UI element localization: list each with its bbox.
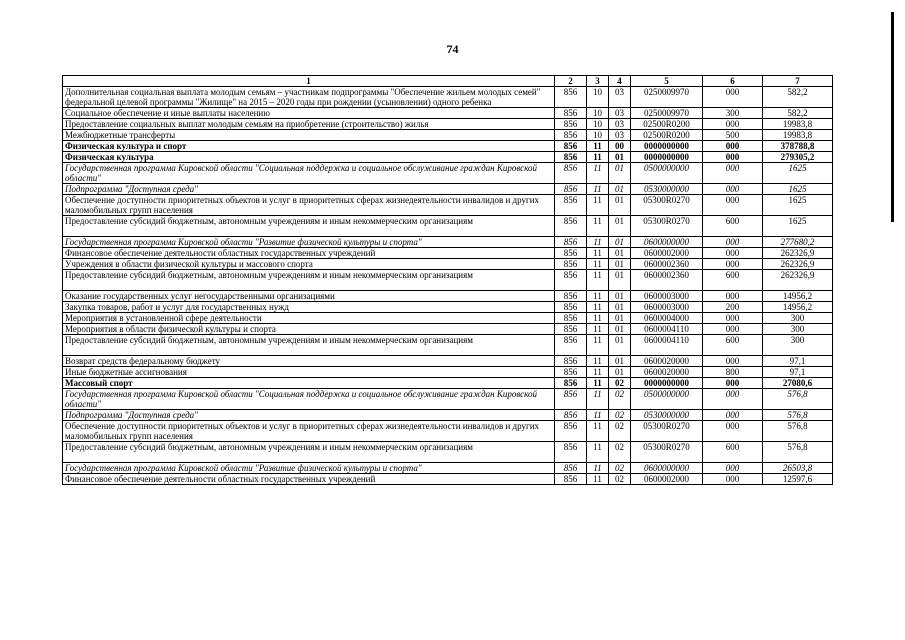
row-expense-type-cell: 000 bbox=[703, 119, 763, 130]
row-subsection-cell: 01 bbox=[609, 248, 631, 259]
row-name-cell: Массовый спорт bbox=[63, 378, 555, 389]
row-target-article-cell: 0600002360 bbox=[631, 270, 703, 291]
table-row bbox=[63, 270, 833, 291]
row-amount-cell: 279305,2 bbox=[763, 152, 833, 163]
row-name-cell: Мероприятия в установленной сфере деятельности bbox=[63, 313, 555, 324]
row-name-cell: Иные бюджетные ассигнования bbox=[63, 367, 555, 378]
row-target-article-cell: 05300R0270 bbox=[631, 216, 703, 237]
row-target-article-cell: 0600002000 bbox=[631, 474, 703, 485]
row-ministry-code-cell: 856 bbox=[555, 389, 587, 410]
row-amount-cell: 576,8 bbox=[763, 389, 833, 410]
row-subsection-cell: 01 bbox=[609, 324, 631, 335]
row-section-cell: 11 bbox=[587, 291, 609, 302]
row-amount-cell: 19983,8 bbox=[763, 119, 833, 130]
row-amount-cell: 378788,8 bbox=[763, 141, 833, 152]
row-ministry-code-cell: 856 bbox=[555, 87, 587, 108]
row-section-cell: 11 bbox=[587, 356, 609, 367]
table-header-row bbox=[63, 76, 833, 87]
row-name-cell: Предоставление субсидий бюджетным, автономным учреждениям и иным некоммерческим организациям bbox=[63, 335, 555, 356]
row-subsection-cell: 01 bbox=[609, 163, 631, 184]
row-expense-type-cell: 000 bbox=[703, 195, 763, 216]
row-expense-type-cell: 000 bbox=[703, 474, 763, 485]
row-section-cell: 11 bbox=[587, 421, 609, 442]
row-expense-type-cell: 800 bbox=[703, 367, 763, 378]
row-amount-cell: 26503,8 bbox=[763, 463, 833, 474]
row-ministry-code-cell: 856 bbox=[555, 302, 587, 313]
row-section-cell: 10 bbox=[587, 87, 609, 108]
row-amount-cell: 27080,6 bbox=[763, 378, 833, 389]
row-name-cell: Обеспечение доступности приоритетных объектов и услуг в приоритетных сферах жизнедеятельности инвалидов и других маломобильных групп населения bbox=[63, 421, 555, 442]
row-subsection-cell: 02 bbox=[609, 463, 631, 474]
row-expense-type-cell: 600 bbox=[703, 335, 763, 356]
row-name-cell: Предоставление социальных выплат молодым семьям на приобретение (строительство) жилья bbox=[63, 119, 555, 130]
row-subsection-cell: 01 bbox=[609, 313, 631, 324]
row-amount-cell: 1625 bbox=[763, 184, 833, 195]
row-target-article-cell: 05300R0270 bbox=[631, 195, 703, 216]
row-expense-type-cell: 000 bbox=[703, 463, 763, 474]
row-amount-cell: 300 bbox=[763, 335, 833, 356]
row-name-cell: Физическая культура bbox=[63, 152, 555, 163]
row-target-article-cell: 0000000000 bbox=[631, 141, 703, 152]
row-expense-type-cell: 000 bbox=[703, 378, 763, 389]
row-section-cell: 11 bbox=[587, 335, 609, 356]
row-ministry-code-cell: 856 bbox=[555, 313, 587, 324]
row-expense-type-cell: 600 bbox=[703, 270, 763, 291]
table-row bbox=[63, 442, 833, 463]
row-ministry-code-cell: 856 bbox=[555, 119, 587, 130]
table-row bbox=[63, 463, 833, 474]
row-subsection-cell: 01 bbox=[609, 195, 631, 216]
row-target-article-cell: 02500R0200 bbox=[631, 130, 703, 141]
row-target-article-cell: 0600020000 bbox=[631, 356, 703, 367]
row-subsection-cell: 01 bbox=[609, 335, 631, 356]
row-section-cell: 11 bbox=[587, 367, 609, 378]
table-row bbox=[63, 152, 833, 163]
row-ministry-code-cell: 856 bbox=[555, 324, 587, 335]
row-amount-cell: 262326,9 bbox=[763, 270, 833, 291]
row-ministry-code-cell: 856 bbox=[555, 152, 587, 163]
row-ministry-code-cell: 856 bbox=[555, 463, 587, 474]
page-number: 74 bbox=[446, 42, 459, 56]
row-name-cell: Дополнительная социальная выплата молодым семьям – участникам подпрограммы "Обеспечение жильем молодых семей" федеральной целевой программы "Жилище" на 2015 – 2020 годы при рождении (усыновлении) одного ребенка bbox=[63, 87, 555, 108]
header-cell-5: 5 bbox=[631, 76, 703, 87]
row-amount-cell: 1625 bbox=[763, 195, 833, 216]
row-subsection-cell: 02 bbox=[609, 421, 631, 442]
row-subsection-cell: 00 bbox=[609, 141, 631, 152]
row-expense-type-cell: 000 bbox=[703, 313, 763, 324]
table-row bbox=[63, 291, 833, 302]
row-expense-type-cell: 000 bbox=[703, 410, 763, 421]
row-ministry-code-cell: 856 bbox=[555, 270, 587, 291]
row-ministry-code-cell: 856 bbox=[555, 216, 587, 237]
row-section-cell: 11 bbox=[587, 152, 609, 163]
table-row bbox=[63, 421, 833, 442]
table-row bbox=[63, 474, 833, 485]
row-target-article-cell: 0600002000 bbox=[631, 248, 703, 259]
row-ministry-code-cell: 856 bbox=[555, 195, 587, 216]
row-ministry-code-cell: 856 bbox=[555, 163, 587, 184]
row-section-cell: 11 bbox=[587, 184, 609, 195]
row-name-cell: Государственная программа Кировской области "Развитие физической культуры и спорта" bbox=[63, 463, 555, 474]
row-amount-cell: 1625 bbox=[763, 163, 833, 184]
row-subsection-cell: 03 bbox=[609, 108, 631, 119]
row-subsection-cell: 01 bbox=[609, 237, 631, 248]
table-row bbox=[63, 130, 833, 141]
row-name-cell: Государственная программа Кировской области "Социальная поддержка и социальное обслуживание граждан Кировской области" bbox=[63, 163, 555, 184]
row-section-cell: 11 bbox=[587, 163, 609, 184]
row-name-cell: Физическая культура и спорт bbox=[63, 141, 555, 152]
row-amount-cell: 97,1 bbox=[763, 367, 833, 378]
table-row bbox=[63, 356, 833, 367]
table-row bbox=[63, 259, 833, 270]
row-name-cell: Межбюджетные трансферты bbox=[63, 130, 555, 141]
row-expense-type-cell: 600 bbox=[703, 442, 763, 463]
row-subsection-cell: 01 bbox=[609, 291, 631, 302]
row-target-article-cell: 0500000000 bbox=[631, 389, 703, 410]
row-ministry-code-cell: 856 bbox=[555, 130, 587, 141]
row-subsection-cell: 02 bbox=[609, 378, 631, 389]
row-section-cell: 11 bbox=[587, 313, 609, 324]
row-name-cell: Закупка товаров, работ и услуг для государственных нужд bbox=[63, 302, 555, 313]
row-section-cell: 11 bbox=[587, 141, 609, 152]
row-target-article-cell: 05300R0270 bbox=[631, 421, 703, 442]
row-subsection-cell: 01 bbox=[609, 302, 631, 313]
row-target-article-cell: 0600004000 bbox=[631, 313, 703, 324]
table-row bbox=[63, 195, 833, 216]
row-section-cell: 11 bbox=[587, 237, 609, 248]
row-name-cell: Предоставление субсидий бюджетным, автономным учреждениям и иным некоммерческим организациям bbox=[63, 216, 555, 237]
row-ministry-code-cell: 856 bbox=[555, 335, 587, 356]
row-section-cell: 11 bbox=[587, 389, 609, 410]
row-amount-cell: 19983,8 bbox=[763, 130, 833, 141]
row-section-cell: 11 bbox=[587, 195, 609, 216]
table-row bbox=[63, 119, 833, 130]
row-target-article-cell: 0250009970 bbox=[631, 108, 703, 119]
row-ministry-code-cell: 856 bbox=[555, 367, 587, 378]
table-row bbox=[63, 378, 833, 389]
table-row bbox=[63, 248, 833, 259]
row-section-cell: 11 bbox=[587, 324, 609, 335]
row-section-cell: 11 bbox=[587, 216, 609, 237]
row-target-article-cell: 0600004110 bbox=[631, 324, 703, 335]
row-target-article-cell: 0600002360 bbox=[631, 259, 703, 270]
header-cell-1: 1 bbox=[63, 76, 555, 87]
row-expense-type-cell: 500 bbox=[703, 130, 763, 141]
row-target-article-cell: 02500R0200 bbox=[631, 119, 703, 130]
table-row bbox=[63, 302, 833, 313]
row-target-article-cell: 05300R0270 bbox=[631, 442, 703, 463]
row-amount-cell: 262326,9 bbox=[763, 248, 833, 259]
table-row bbox=[63, 108, 833, 119]
row-amount-cell: 576,8 bbox=[763, 410, 833, 421]
row-ministry-code-cell: 856 bbox=[555, 356, 587, 367]
row-subsection-cell: 01 bbox=[609, 356, 631, 367]
row-expense-type-cell: 000 bbox=[703, 163, 763, 184]
table-row bbox=[63, 87, 833, 108]
row-target-article-cell: 0000000000 bbox=[631, 378, 703, 389]
table-row bbox=[63, 335, 833, 356]
row-amount-cell: 262326,9 bbox=[763, 259, 833, 270]
row-target-article-cell: 0530000000 bbox=[631, 410, 703, 421]
row-expense-type-cell: 000 bbox=[703, 87, 763, 108]
row-subsection-cell: 02 bbox=[609, 442, 631, 463]
row-expense-type-cell: 300 bbox=[703, 108, 763, 119]
row-amount-cell: 97,1 bbox=[763, 356, 833, 367]
row-section-cell: 11 bbox=[587, 302, 609, 313]
row-subsection-cell: 02 bbox=[609, 474, 631, 485]
table-row bbox=[63, 324, 833, 335]
row-name-cell: Предоставление субсидий бюджетным, автономным учреждениям и иным некоммерческим организациям bbox=[63, 270, 555, 291]
row-amount-cell: 582,2 bbox=[763, 87, 833, 108]
row-name-cell: Предоставление субсидий бюджетным, автономным учреждениям и иным некоммерческим организациям bbox=[63, 442, 555, 463]
row-expense-type-cell: 000 bbox=[703, 421, 763, 442]
row-ministry-code-cell: 856 bbox=[555, 141, 587, 152]
header-cell-4: 4 bbox=[609, 76, 631, 87]
row-amount-cell: 300 bbox=[763, 313, 833, 324]
row-ministry-code-cell: 856 bbox=[555, 108, 587, 119]
row-section-cell: 11 bbox=[587, 410, 609, 421]
row-amount-cell: 1625 bbox=[763, 216, 833, 237]
row-subsection-cell: 01 bbox=[609, 367, 631, 378]
row-subsection-cell: 01 bbox=[609, 184, 631, 195]
row-target-article-cell: 0250009970 bbox=[631, 87, 703, 108]
row-section-cell: 11 bbox=[587, 463, 609, 474]
row-amount-cell: 12597,6 bbox=[763, 474, 833, 485]
row-section-cell: 11 bbox=[587, 248, 609, 259]
row-expense-type-cell: 000 bbox=[703, 141, 763, 152]
row-target-article-cell: 0600004110 bbox=[631, 335, 703, 356]
row-expense-type-cell: 000 bbox=[703, 237, 763, 248]
row-ministry-code-cell: 856 bbox=[555, 184, 587, 195]
margin-bar bbox=[891, 12, 894, 222]
row-target-article-cell: 0600020000 bbox=[631, 367, 703, 378]
header-cell-3: 3 bbox=[587, 76, 609, 87]
row-name-cell: Подпрограмма "Доступная среда" bbox=[63, 184, 555, 195]
row-subsection-cell: 03 bbox=[609, 119, 631, 130]
table-row bbox=[63, 163, 833, 184]
row-target-article-cell: 0600003000 bbox=[631, 302, 703, 313]
row-section-cell: 11 bbox=[587, 442, 609, 463]
table-row bbox=[63, 184, 833, 195]
row-section-cell: 11 bbox=[587, 259, 609, 270]
row-ministry-code-cell: 856 bbox=[555, 248, 587, 259]
row-target-article-cell: 0600000000 bbox=[631, 463, 703, 474]
row-name-cell: Обеспечение доступности приоритетных объектов и услуг в приоритетных сферах жизнедеятельности инвалидов и других маломобильных групп населения bbox=[63, 195, 555, 216]
row-subsection-cell: 01 bbox=[609, 216, 631, 237]
header-cell-7: 7 bbox=[763, 76, 833, 87]
row-ministry-code-cell: 856 bbox=[555, 378, 587, 389]
row-subsection-cell: 03 bbox=[609, 87, 631, 108]
table-row bbox=[63, 389, 833, 410]
row-subsection-cell: 03 bbox=[609, 130, 631, 141]
row-amount-cell: 576,8 bbox=[763, 421, 833, 442]
row-subsection-cell: 01 bbox=[609, 152, 631, 163]
row-ministry-code-cell: 856 bbox=[555, 421, 587, 442]
row-amount-cell: 576,8 bbox=[763, 442, 833, 463]
row-expense-type-cell: 000 bbox=[703, 152, 763, 163]
table-row bbox=[63, 410, 833, 421]
row-name-cell: Государственная программа Кировской области "Развитие физической культуры и спорта" bbox=[63, 237, 555, 248]
row-subsection-cell: 01 bbox=[609, 270, 631, 291]
row-name-cell: Финансовое обеспечение деятельности областных государственных учреждений bbox=[63, 248, 555, 259]
row-name-cell: Учреждения в области физической культуры и массового спорта bbox=[63, 259, 555, 270]
header-cell-6: 6 bbox=[703, 76, 763, 87]
table-row bbox=[63, 367, 833, 378]
row-section-cell: 10 bbox=[587, 130, 609, 141]
row-section-cell: 11 bbox=[587, 270, 609, 291]
row-section-cell: 10 bbox=[587, 108, 609, 119]
row-amount-cell: 582,2 bbox=[763, 108, 833, 119]
row-amount-cell: 14956,2 bbox=[763, 302, 833, 313]
row-target-article-cell: 0530000000 bbox=[631, 184, 703, 195]
row-name-cell: Государственная программа Кировской области "Социальная поддержка и социальное обслуживание граждан Кировской области" bbox=[63, 389, 555, 410]
row-section-cell: 11 bbox=[587, 474, 609, 485]
row-target-article-cell: 0600003000 bbox=[631, 291, 703, 302]
header-cell-2: 2 bbox=[555, 76, 587, 87]
row-expense-type-cell: 000 bbox=[703, 184, 763, 195]
row-expense-type-cell: 000 bbox=[703, 248, 763, 259]
row-ministry-code-cell: 856 bbox=[555, 410, 587, 421]
row-name-cell: Финансовое обеспечение деятельности областных государственных учреждений bbox=[63, 474, 555, 485]
row-name-cell: Подпрограмма "Доступная среда" bbox=[63, 410, 555, 421]
row-target-article-cell: 0500000000 bbox=[631, 163, 703, 184]
table-row bbox=[63, 216, 833, 237]
row-ministry-code-cell: 856 bbox=[555, 237, 587, 248]
row-name-cell: Мероприятия в области физической культуры и спорта bbox=[63, 324, 555, 335]
row-expense-type-cell: 000 bbox=[703, 324, 763, 335]
row-ministry-code-cell: 856 bbox=[555, 442, 587, 463]
row-name-cell: Оказание государственных услуг негосударственными организациями bbox=[63, 291, 555, 302]
budget-table bbox=[62, 75, 833, 485]
row-expense-type-cell: 000 bbox=[703, 389, 763, 410]
row-ministry-code-cell: 856 bbox=[555, 259, 587, 270]
row-expense-type-cell: 000 bbox=[703, 356, 763, 367]
row-name-cell: Социальное обеспечение и иные выплаты населению bbox=[63, 108, 555, 119]
row-expense-type-cell: 200 bbox=[703, 302, 763, 313]
row-subsection-cell: 01 bbox=[609, 259, 631, 270]
row-expense-type-cell: 000 bbox=[703, 291, 763, 302]
row-target-article-cell: 0000000000 bbox=[631, 152, 703, 163]
row-target-article-cell: 0600000000 bbox=[631, 237, 703, 248]
row-subsection-cell: 02 bbox=[609, 410, 631, 421]
row-amount-cell: 300 bbox=[763, 324, 833, 335]
row-amount-cell: 14956,2 bbox=[763, 291, 833, 302]
table-row bbox=[63, 313, 833, 324]
table-row bbox=[63, 237, 833, 248]
row-expense-type-cell: 600 bbox=[703, 216, 763, 237]
row-ministry-code-cell: 856 bbox=[555, 474, 587, 485]
table-row bbox=[63, 141, 833, 152]
row-name-cell: Возврат средств федеральному бюджету bbox=[63, 356, 555, 367]
row-amount-cell: 277680,2 bbox=[763, 237, 833, 248]
row-expense-type-cell: 000 bbox=[703, 259, 763, 270]
row-ministry-code-cell: 856 bbox=[555, 291, 587, 302]
row-subsection-cell: 02 bbox=[609, 389, 631, 410]
row-section-cell: 10 bbox=[587, 119, 609, 130]
row-section-cell: 11 bbox=[587, 378, 609, 389]
